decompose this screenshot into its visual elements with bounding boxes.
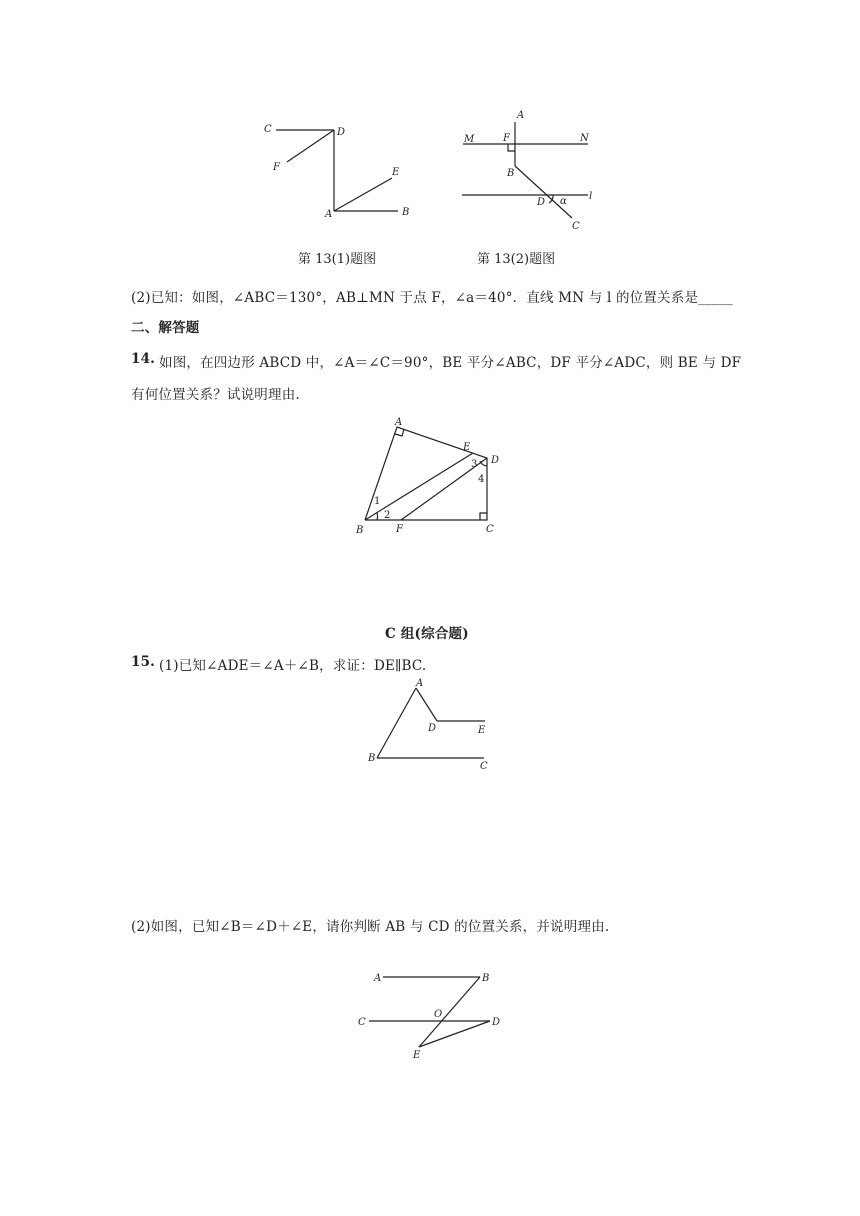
angle-label-2: 2 [384,510,391,521]
question-15-part2: (2)如图，已知∠B＝∠D＋∠E，请你判断 AB 与 CD 的位置关系，并说明理由. [131,919,610,935]
angle-label-3: 3 [471,459,478,470]
label-d2: D [537,197,546,208]
question-15-number: 15. [131,654,156,670]
label-d14: D [491,455,500,466]
question-14-line1: 如图，在四边形 ABCD 中，∠A＝∠C＝90°，BE 平分∠ABC，DF 平分∠ADC，则 BE 与 DF [159,355,742,371]
caption-13-2: 第 13(2)题图 [477,252,556,267]
label-b: B [402,207,410,218]
label-f: F [273,162,280,173]
group-c-title: C 组(综合题) [385,626,469,642]
label-b2: B [507,168,515,179]
label-e15: E [478,725,486,736]
angle-label-1: 1 [374,496,381,507]
label-d: D [337,127,346,138]
label-c15: C [480,761,488,772]
section-title-2: 二、解答题 [131,320,200,336]
label-o15b: O [434,1009,443,1020]
label-c15b: C [358,1017,366,1028]
label-b15b: B [482,973,490,984]
label-a: A [325,209,333,220]
label-a14: A [395,417,403,428]
question-14-line2: 有何位置关系？试说明理由. [131,387,300,403]
label-m: M [464,134,475,145]
label-f2: F [503,133,510,144]
question-13-2: (2)已知：如图，∠ABC＝130°，AB⊥MN 于点 F，∠a＝40°．直线 MN 与 l 的位置关系是_____ [131,290,733,306]
label-a15: A [416,678,424,689]
label-alpha: α [560,196,567,207]
label-b15: B [368,753,376,764]
question-15-part1: (1)已知∠ADE＝∠A＋∠B，求证：DE∥BC. [159,658,427,674]
label-c2: C [572,221,580,232]
question-14-number: 14. [131,351,156,367]
label-c: C [264,124,272,135]
label-l: l [589,191,593,202]
label-e14: E [463,442,471,453]
caption-13-1: 第 13(1)题图 [298,252,377,267]
label-e: E [392,167,400,178]
angle-label-4: 4 [478,474,485,485]
label-c14: C [486,524,494,535]
label-n: N [580,133,589,144]
label-e15b: E [413,1050,421,1061]
label-a2: A [517,110,525,121]
segment-be15 [419,977,480,1047]
label-f14: F [396,524,403,535]
label-d15: D [428,723,437,734]
label-b14: B [356,525,364,536]
label-d15b: D [492,1017,501,1028]
label-a15b: A [374,973,382,984]
